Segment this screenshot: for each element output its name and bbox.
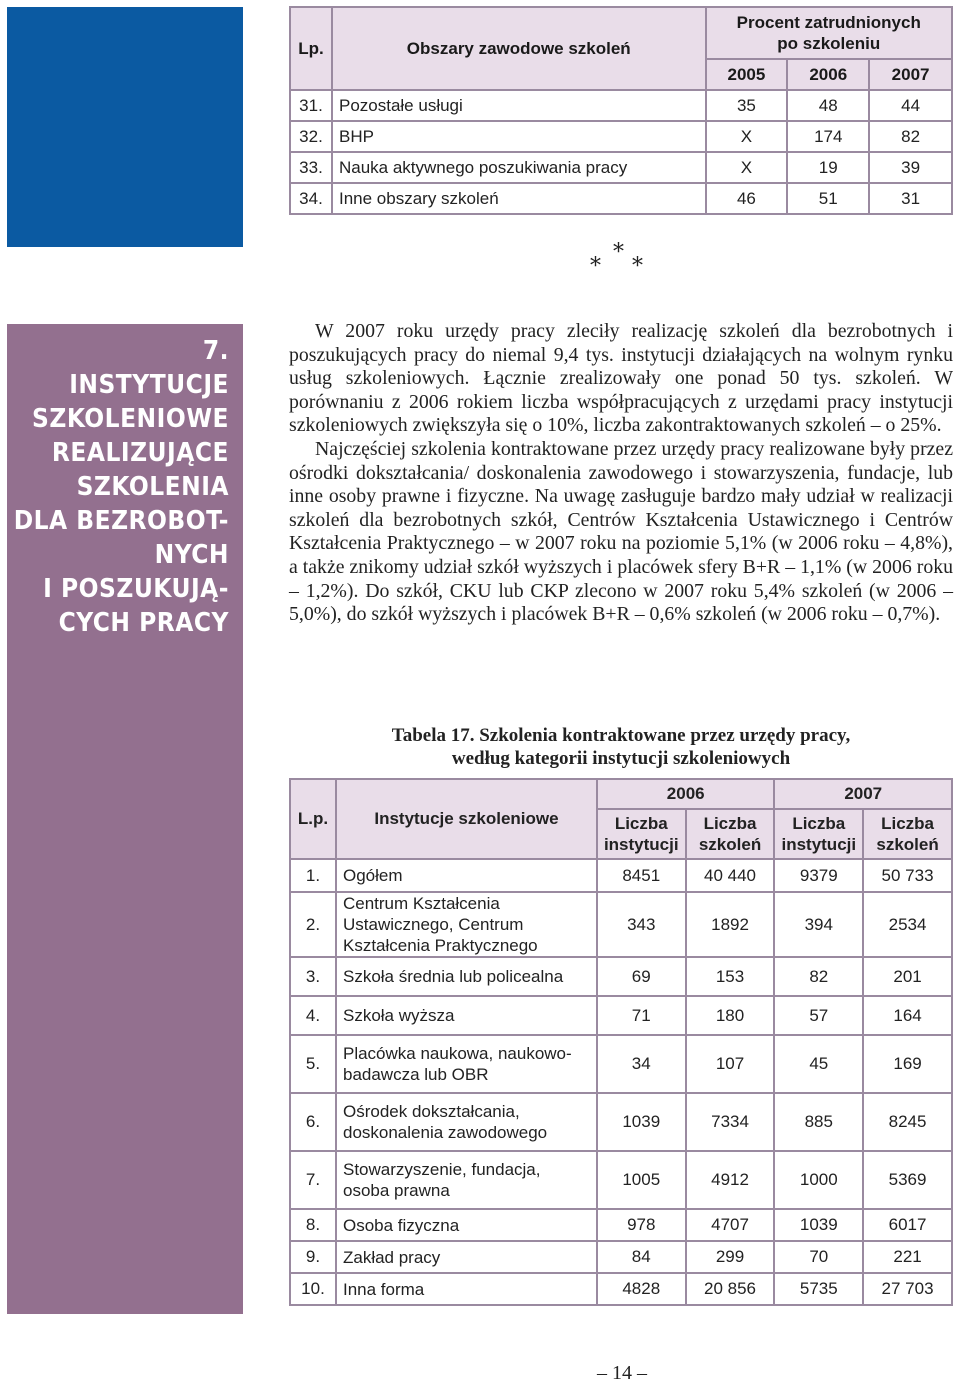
value-cell: X [706,152,788,183]
value-cell: 70 [774,1241,863,1273]
year-header: 2006 [787,59,869,90]
institution-cell: Placówka naukowa, naukowo-badawcza lub OBR [336,1035,597,1093]
blue-decorative-block [7,7,243,247]
value-cell: 39 [869,152,952,183]
value-cell: 51 [787,183,869,214]
year-header: 2005 [706,59,788,90]
chapter-title [14,334,229,640]
training-institutions-table [289,778,953,1306]
table-row [290,957,952,996]
institution-cell: Inna forma [336,1273,597,1305]
value-cell: 20 856 [686,1273,775,1305]
table-row [290,1151,952,1209]
value-cell: 343 [597,892,686,957]
table-row [290,1035,952,1093]
chapter-title-line: SZKOLENIA [76,472,229,502]
value-cell: X [706,121,788,152]
value-cell: 8245 [863,1093,952,1151]
value-cell: 82 [774,957,863,996]
value-cell: 5735 [774,1273,863,1305]
chapter-title-line: DLA BEZROBOT- [13,506,229,536]
star-glyph: * [590,254,601,279]
value-cell: 4912 [686,1151,775,1209]
area-cell: BHP [332,121,706,152]
value-cell: 44 [869,90,952,121]
value-cell: 34 [597,1035,686,1093]
table-row [290,996,952,1035]
lp-cell: 7. [290,1151,336,1209]
value-cell: 35 [706,90,788,121]
header-word: Liczba [614,814,668,833]
value-cell: 180 [686,996,775,1035]
body-text [289,320,953,627]
lp-cell: 4. [290,996,336,1035]
value-cell: 5369 [863,1151,952,1209]
lp-cell: 1. [290,859,336,892]
lp-cell: 3. [290,957,336,996]
star-glyph: * [632,254,643,279]
chapter-title-line: SZKOLENIOWE [32,404,229,434]
value-cell: 1892 [686,892,775,957]
institution-cell: Szkoła średnia lub policealna [336,957,597,996]
table-caption [289,724,953,770]
value-cell: 2534 [863,892,952,957]
value-cell: 69 [597,957,686,996]
value-cell: 201 [863,957,952,996]
value-cell: 1000 [774,1151,863,1209]
value-cell: 4828 [597,1273,686,1305]
value-cell: 1039 [774,1209,863,1241]
chapter-title-line: REALIZUJĄCE [51,438,229,468]
header-word: Liczba [703,814,757,833]
value-cell: 84 [597,1241,686,1273]
lp-cell: 8. [290,1209,336,1241]
lp-cell: 10. [290,1273,336,1305]
value-cell: 48 [787,90,869,121]
header-word: szkoleń [876,835,939,854]
count-trainings-header [863,809,952,859]
table-row [290,1209,952,1241]
lp-cell: 2. [290,892,336,957]
value-cell: 885 [774,1093,863,1151]
institution-cell: Zakład pracy [336,1241,597,1273]
percent-header-line2: po szkoleniu [777,34,881,53]
table-row [290,183,952,214]
count-institutions-header [774,809,863,859]
value-cell: 1039 [597,1093,686,1151]
institution-cell: Centrum Kształcenia Ustawicznego, Centrum Kształcenia Praktycznego [336,892,597,957]
table-row [290,1093,952,1151]
value-cell: 394 [774,892,863,957]
table-row [290,859,952,892]
table-row [290,892,952,957]
lp-cell: 5. [290,1035,336,1093]
value-cell: 299 [686,1241,775,1273]
institution-cell: Ogółem [336,859,597,892]
value-cell: 9379 [774,859,863,892]
value-cell: 8451 [597,859,686,892]
value-cell: 1005 [597,1151,686,1209]
count-trainings-header [686,809,775,859]
value-cell: 153 [686,957,775,996]
lp-cell: 34. [290,183,332,214]
lp-cell: 9. [290,1241,336,1273]
count-institutions-header [597,809,686,859]
chapter-title-line: INSTYTUCJE [69,370,229,400]
lp-cell: 32. [290,121,332,152]
chapter-title-line: I POSZUKUJĄ- [43,574,229,604]
institution-cell: Stowarzyszenie, fundacja, osoba prawna [336,1151,597,1209]
value-cell: 19 [787,152,869,183]
header-word: Liczba [792,814,846,833]
value-cell: 40 440 [686,859,775,892]
table-row [290,1241,952,1273]
header-word: Liczba [881,814,934,833]
caption-line: według kategorii instytucji szkoleniowych [451,748,791,769]
area-cell: Inne obszary szkoleń [332,183,706,214]
value-cell: 4707 [686,1209,775,1241]
lp-header: L.p. [290,779,336,859]
value-cell: 57 [774,996,863,1035]
institutions-header: Instytucje szkoleniowe [336,779,597,859]
value-cell: 164 [863,996,952,1035]
lp-cell: 31. [290,90,332,121]
value-cell: 31 [869,183,952,214]
value-cell: 7334 [686,1093,775,1151]
institution-cell: Szkoła wyższa [336,996,597,1035]
value-cell: 82 [869,121,952,152]
header-word: szkoleń [698,835,762,854]
institution-cell: Osoba fizyczna [336,1209,597,1241]
value-cell: 107 [686,1035,775,1093]
value-cell: 221 [863,1241,952,1273]
value-cell: 6017 [863,1209,952,1241]
year-header: 2007 [869,59,952,90]
value-cell: 169 [863,1035,952,1093]
lp-header: Lp. [290,7,332,90]
table-row [290,90,952,121]
table-row [290,152,952,183]
value-cell: 71 [597,996,686,1035]
year-header: 2007 [774,779,952,809]
value-cell: 46 [706,183,788,214]
percent-header-line1: Procent zatrudnionych [736,13,921,32]
chapter-title-line: CYCH PRACY [58,608,229,638]
value-cell: 50 733 [863,859,952,892]
percent-header [706,7,952,59]
paragraph: W 2007 roku urzędy pracy zleciły realizację szkoleń dla bezrobotnych i poszukujących pracy do niemal 9,4 tys. instytucji działających na wolnym rynku usług szkoleniowych. Łącznie zrealizowały one ponad 50 tys. szkoleń. W porównaniu z 2006 rokiem liczba współpracujących z urzędami pracy instytucji szkoleniowych zwiększyła się o 10%, liczba zakontraktowanych szkoleń – o 25%. [289,320,953,437]
lp-cell: 6. [290,1093,336,1151]
area-cell: Pozostałe usługi [332,90,706,121]
chapter-title-line: NYCH [154,540,229,570]
chapter-sidebar [7,324,243,1314]
caption-line: Tabela 17. Szkolenia kontraktowane przez urzędy pracy, [391,725,851,746]
year-header: 2006 [597,779,775,809]
star-glyph: * [613,240,624,265]
area-cell: Nauka aktywnego poszukiwania pracy [332,152,706,183]
page-number: – 14 – [597,1362,647,1384]
value-cell: 27 703 [863,1273,952,1305]
value-cell: 45 [774,1035,863,1093]
table-row [290,121,952,152]
employment-percent-table [289,6,953,215]
chapter-title-line: 7. [202,336,229,366]
value-cell: 174 [787,121,869,152]
value-cell: 978 [597,1209,686,1241]
institution-cell: Ośrodek dokształcania, doskonalenia zawodowego [336,1093,597,1151]
paragraph: Najczęściej szkolenia kontraktowane przez urzędy pracy realizowane były przez ośrodki dokształcania/ doskonalenia zawodowego i stowarzyszenia, fundacje, lub inne osoby prawne i fizyczne. Na uwagę zasługuje bardzo mały udział w realizacji szkoleń dla bezrobotnych szkół, Centrów Kształcenia Ustawicznego i Centrów Kształcenia Praktycznego – w 2007 roku na poziomie 5,1% (w 2006 roku – 4,8%), a także znikomy udział szkół wyższych i placówek sfery B+R – 1,1% (w 2006 roku – 1,2%). Do szkół, CKU lub CKP zlecono w 2007 roku 5,4% szkoleń (w 2006 – 5,0%), do szkół wyższych i placówek B+R – 0,6% szkoleń (w 2006 roku – 0,7%). [289,437,953,626]
lp-cell: 33. [290,152,332,183]
area-header: Obszary zawodowe szkoleń [332,7,706,90]
header-word: instytucji [603,835,679,854]
header-word: instytucji [781,835,857,854]
table-row [290,1273,952,1305]
